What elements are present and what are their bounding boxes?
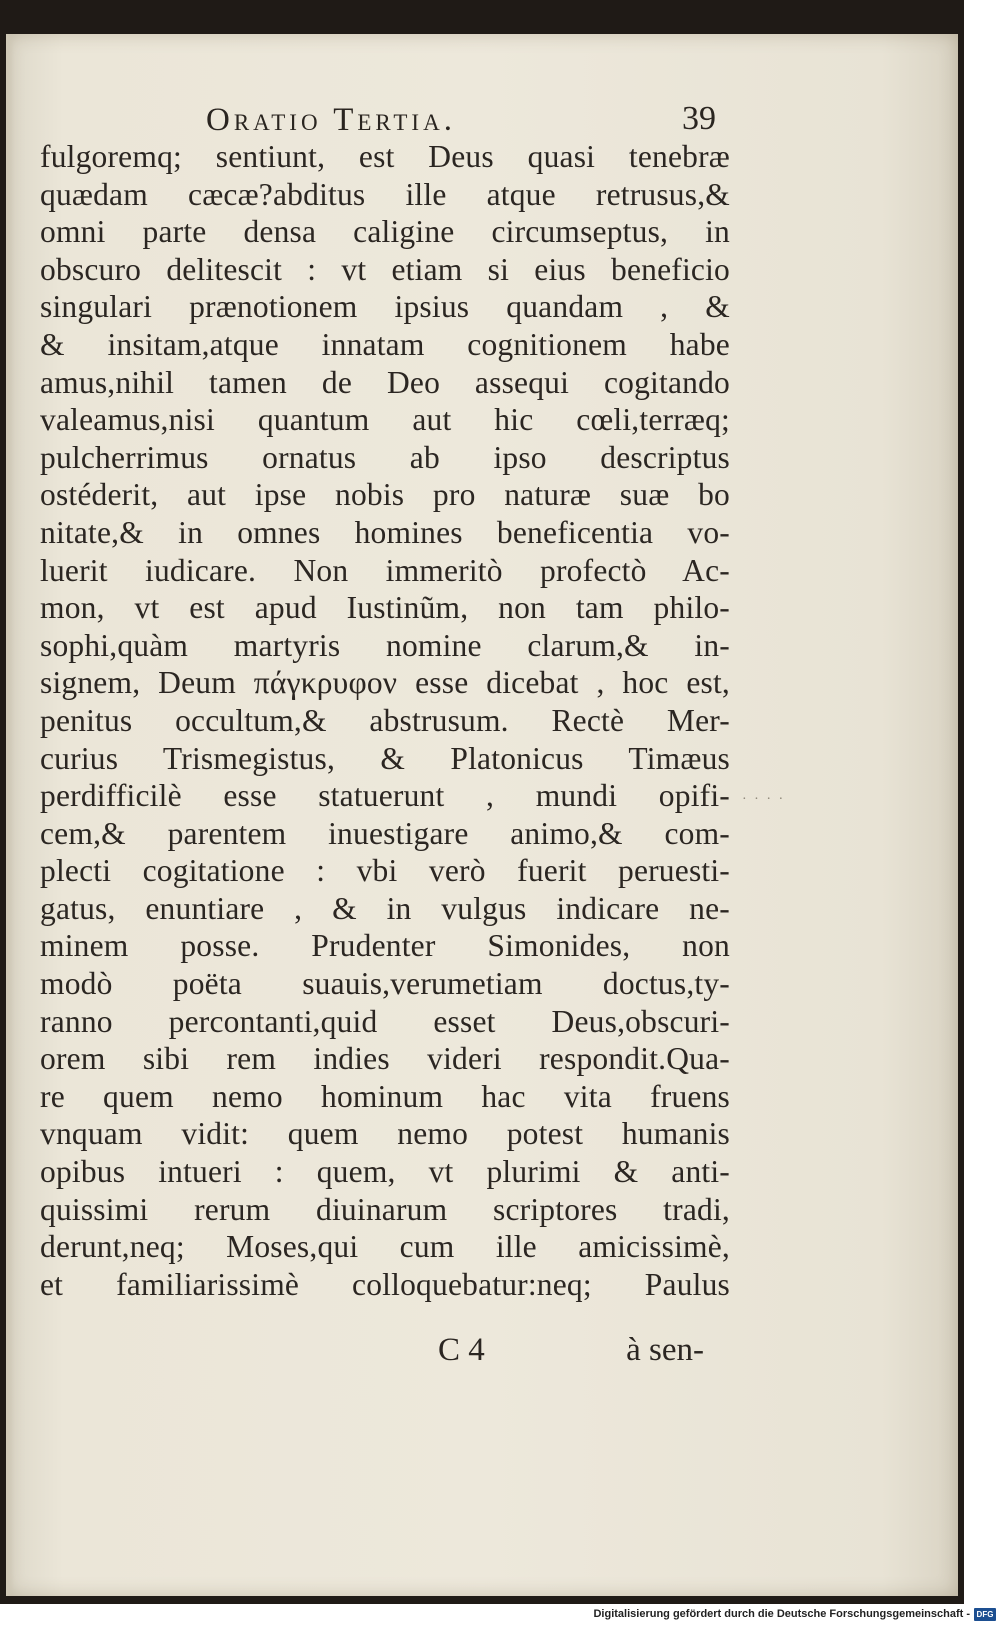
text-line: opibus intueri : quem, vt plurimi & anti-: [40, 1154, 730, 1190]
text-line: fulgoremq; sentiunt, est Deus quasi tenebræ: [40, 139, 730, 174]
text-line: vnquam vidit: quem nemo potest humanis: [40, 1116, 730, 1152]
text-line: amus,nihil tamen de Deo assequi cogitando: [40, 364, 730, 400]
text-line: nitate,& in omnes homines beneficentia vo-: [40, 514, 730, 550]
text-line: & insitam,atque innatam cognitionem habe: [40, 326, 730, 362]
text-line: penitus occultum,& abstrusum. Rectè Mer-: [40, 702, 730, 738]
page-number: 39: [682, 100, 716, 137]
page-footer-line: [40, 1332, 730, 1372]
text-line: gatus, enuntiare , & in vulgus indicare ne-: [40, 890, 730, 926]
text-line: valeamus,nisi quantum aut hic cœli,terræq;: [40, 402, 730, 438]
text-line: curius Trismegistus, & Platonicus Timæus: [40, 740, 730, 776]
text-line: quissimi rerum diuinarum scriptores tradi,: [40, 1191, 730, 1227]
text-line: cem,& parentem inuestigare animo,& com-: [40, 815, 730, 851]
text-line: omni parte densa caligine circumseptus, in: [40, 214, 730, 250]
text-line: minem posse. Prudenter Simonides, non: [40, 928, 730, 964]
text-line: plecti cogitatione : vbi verò fuerit peruesti-: [40, 853, 730, 889]
text-line: obscuro delitescit : vt etiam si eius beneficio: [40, 251, 730, 287]
catchword: à sen-: [626, 1332, 704, 1368]
body-text: [40, 138, 730, 1303]
text-line: signem, Deum πάγκρυφον esse dicebat , hoc est,: [40, 665, 730, 701]
text-line: re quem nemo hominum hac vita fruens: [40, 1078, 730, 1114]
text-line: ostéderit, aut ipse nobis pro naturæ suæ bo: [40, 477, 730, 513]
text-line: sophi,quàm martyris nomine clarum,& in-: [40, 627, 730, 663]
text-line: singulari prænotionem ipsius quandam , &: [40, 289, 730, 325]
funding-credit: Digitalisierung gefördert durch die Deutsche Forschungsgemeinschaft -: [593, 1608, 970, 1620]
text-line: mon, vt est apud Iustinũm, non tam philo-: [40, 590, 730, 626]
text-line: quædam cæcæ?abditus ille atque retrusus,&: [40, 176, 730, 212]
text-line: et familiarissimè colloquebatur:neq; Paulus: [40, 1266, 730, 1302]
text-line: orem sibi rem indies videri respondit.Qua-: [40, 1041, 730, 1077]
signature-mark: C 4: [438, 1332, 485, 1368]
text-line: modò poëta suauis,verumetiam doctus,ty-: [40, 966, 730, 1002]
page-edge-shadow: [6, 34, 14, 1596]
dfg-logo: DFG: [974, 1608, 996, 1621]
running-head: Oratio Tertia.: [206, 102, 456, 138]
text-line: derunt,neq; Moses,qui cum ille amicissimè,: [40, 1229, 730, 1265]
text-line: perdifficilè esse statuerunt , mundi opifi-: [40, 778, 730, 814]
book-page: [6, 34, 958, 1596]
margin-mark: · · · ·: [742, 792, 786, 807]
digitization-footer: [0, 1606, 1000, 1626]
text-line: luerit iudicare. Non immeritò profectò Ac-: [40, 552, 730, 588]
text-line: pulcherrimus ornatus ab ipso descriptus: [40, 439, 730, 475]
text-line: ranno percontanti,quid esset Deus,obscuri-: [40, 1003, 730, 1039]
